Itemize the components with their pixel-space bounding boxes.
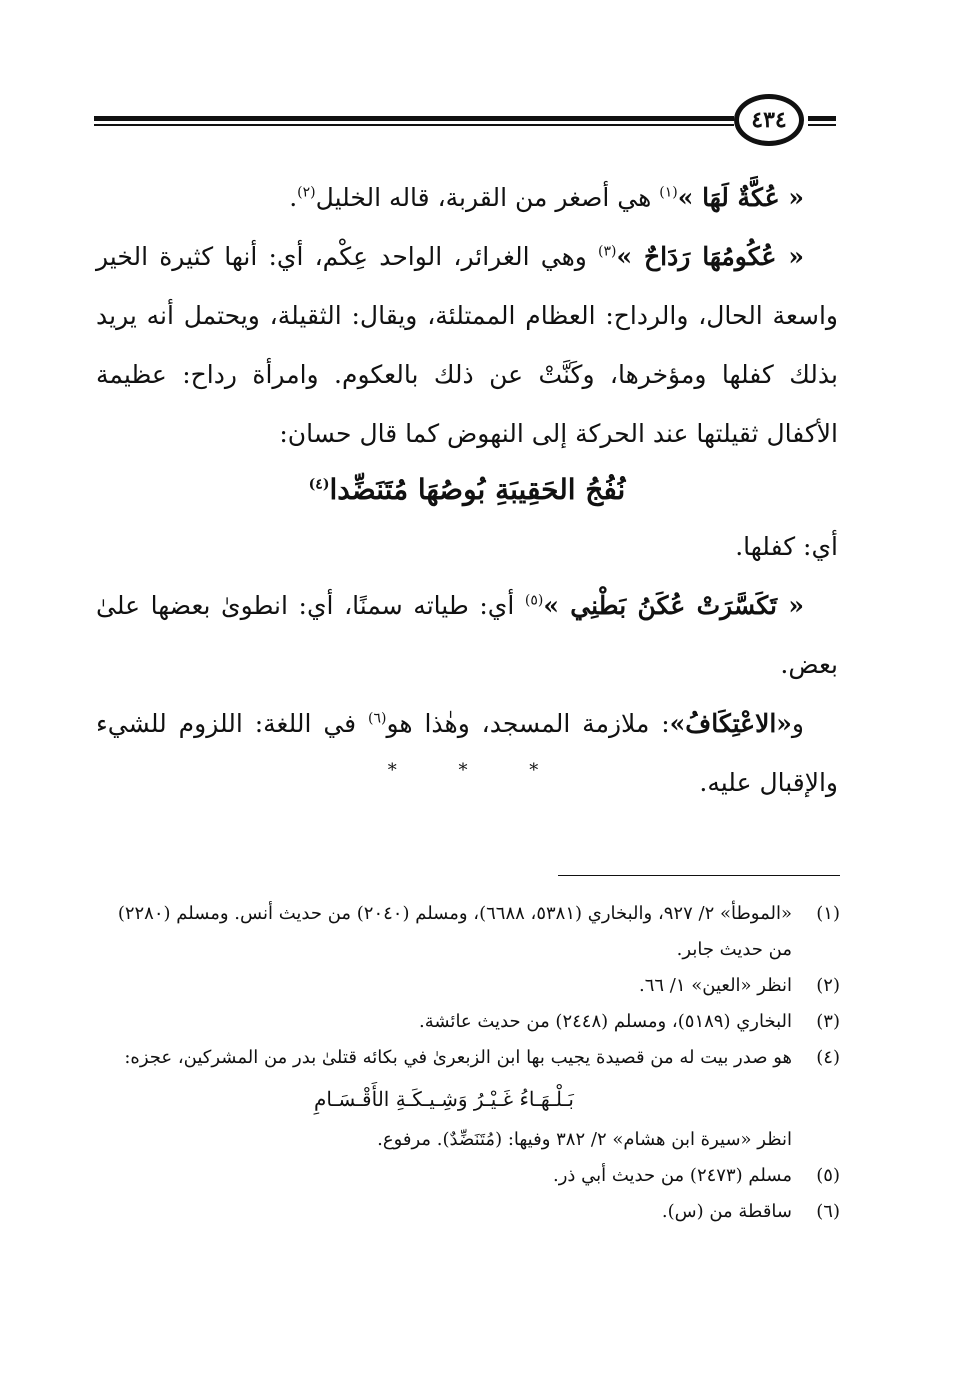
footnote-4 bbox=[96, 1040, 840, 1076]
header-rule-thin bbox=[94, 124, 734, 126]
footnote-number: (٤) bbox=[816, 1047, 840, 1068]
paragraph-3 bbox=[96, 517, 838, 576]
verse-text: نُفُجُ الحَقِيبَةِ بُوصُهَا مُتَنَضِّدا bbox=[329, 473, 626, 506]
footnote-text: «الموطأ» ٢/ ٩٢٧، والبخاري (٥٣٨١، ٦٦٨٨)، ومسلم (٢٠٤٠) من حديث أنس. ومسلم (٢٢٨٠) من حديث جابر. bbox=[117, 903, 792, 960]
poetry-verse bbox=[96, 463, 838, 517]
paragraph-text: : ملازمة المسجد، وهٰذا هو bbox=[386, 709, 670, 738]
header-rule-right-thin bbox=[808, 124, 836, 126]
page-header bbox=[94, 92, 836, 152]
term: « عُكَّةٌ لَهَا » bbox=[677, 183, 804, 212]
paragraph-text: في اللغة: اللزوم للشيء والإقبال عليه. bbox=[96, 709, 838, 797]
term: « تَكَسَّرَتْ عُكَنُ بَطْنِي » bbox=[543, 591, 804, 620]
paragraph-1 bbox=[96, 168, 838, 227]
footnote-ref[interactable]: (٢) bbox=[297, 184, 316, 201]
main-text bbox=[96, 168, 838, 812]
footnote-number: (٢) bbox=[816, 975, 840, 996]
footnote-ref[interactable]: (١) bbox=[659, 184, 678, 201]
paragraph-text: هي أصغر من القربة، قاله الخليل bbox=[315, 183, 660, 212]
footnote-4-verse: بَـلْـهَـاءُ غَـيْـرُ وَشِـيـكَـةِ الأَقْـسَـامِ bbox=[314, 1087, 574, 1111]
header-rule-right bbox=[808, 116, 836, 121]
punctuation: . bbox=[289, 183, 298, 212]
paragraph-5 bbox=[96, 694, 838, 812]
footnote-2 bbox=[96, 968, 840, 1004]
prefix: و bbox=[791, 709, 804, 738]
page-number-badge bbox=[734, 94, 804, 146]
footnote-number: (١) bbox=[816, 903, 840, 924]
footnote-ref[interactable]: (٤) bbox=[308, 476, 330, 493]
footnote-5 bbox=[96, 1158, 840, 1194]
footnote-1 bbox=[96, 896, 840, 968]
paragraph-text: أي: طياته سمنًا، أي: انطوىٰ بعضها علىٰ بعض. bbox=[96, 591, 838, 679]
paragraph-text: أي: كفلها. bbox=[735, 532, 838, 561]
paragraph-text: وهي الغرائر، الواحد عِكْم، أي: أنها كثيرة الخير واسعة الحال، والرداح: العظام الممتلئة، ويقال: الثقيلة، ويحتمل أنه يريد بذلك كفلها ومؤخرها، وكَنَّتْ عن ذلك بالعكوم. وامرأة رداح: عظيمة الأكفال ثقيلتها عند الحركة إلى النهوض كما قال حسان: bbox=[96, 242, 838, 448]
footnote-number: (٣) bbox=[816, 1011, 840, 1032]
paragraph-2 bbox=[96, 227, 838, 463]
footnote-text: انظر «العين» ١/ ٦٦. bbox=[638, 975, 792, 996]
section-divider-stars: * * * bbox=[387, 760, 567, 781]
footnote-text: هو صدر بيت له من قصيدة يجيب بها ابن الزبعرىٰ في بكائه قتلىٰ بدر من المشركين، عجزه: bbox=[124, 1047, 792, 1068]
footnote-number: (٥) bbox=[816, 1165, 840, 1186]
footnote-text: البخاري (٥١٨٩)، ومسلم (٢٤٤٨) من حديث عائشة. bbox=[419, 1011, 792, 1032]
term: «الاعْتِكَافُ» bbox=[669, 709, 792, 738]
paragraph-4 bbox=[96, 576, 838, 694]
footnote-text: ساقطة من (س). bbox=[661, 1201, 792, 1222]
footnote-text: مسلم (٢٤٧٣) من حديث أبي ذر. bbox=[552, 1165, 792, 1186]
footnote-ref[interactable]: (٦) bbox=[368, 710, 387, 727]
header-rule bbox=[94, 116, 734, 121]
footnote-number: (٦) bbox=[816, 1201, 840, 1222]
footnote-text: انظر «سيرة ابن هشام» ٢/ ٣٨٢ وفيها: (مُتَنَضِّدٌ). مرفوع. bbox=[377, 1129, 792, 1150]
footnote-separator bbox=[558, 875, 840, 876]
page-number: ٤٣٤ bbox=[751, 107, 787, 133]
footnotes bbox=[96, 896, 840, 1230]
footnote-ref[interactable]: (٣) bbox=[598, 243, 617, 260]
term: « عُكُومُهَا رَدَاحٌ » bbox=[616, 242, 804, 271]
footnote-4-source bbox=[96, 1122, 840, 1158]
footnote-ref[interactable]: (٥) bbox=[524, 592, 544, 609]
footnote-3 bbox=[96, 1004, 840, 1040]
footnote-6 bbox=[96, 1194, 840, 1230]
